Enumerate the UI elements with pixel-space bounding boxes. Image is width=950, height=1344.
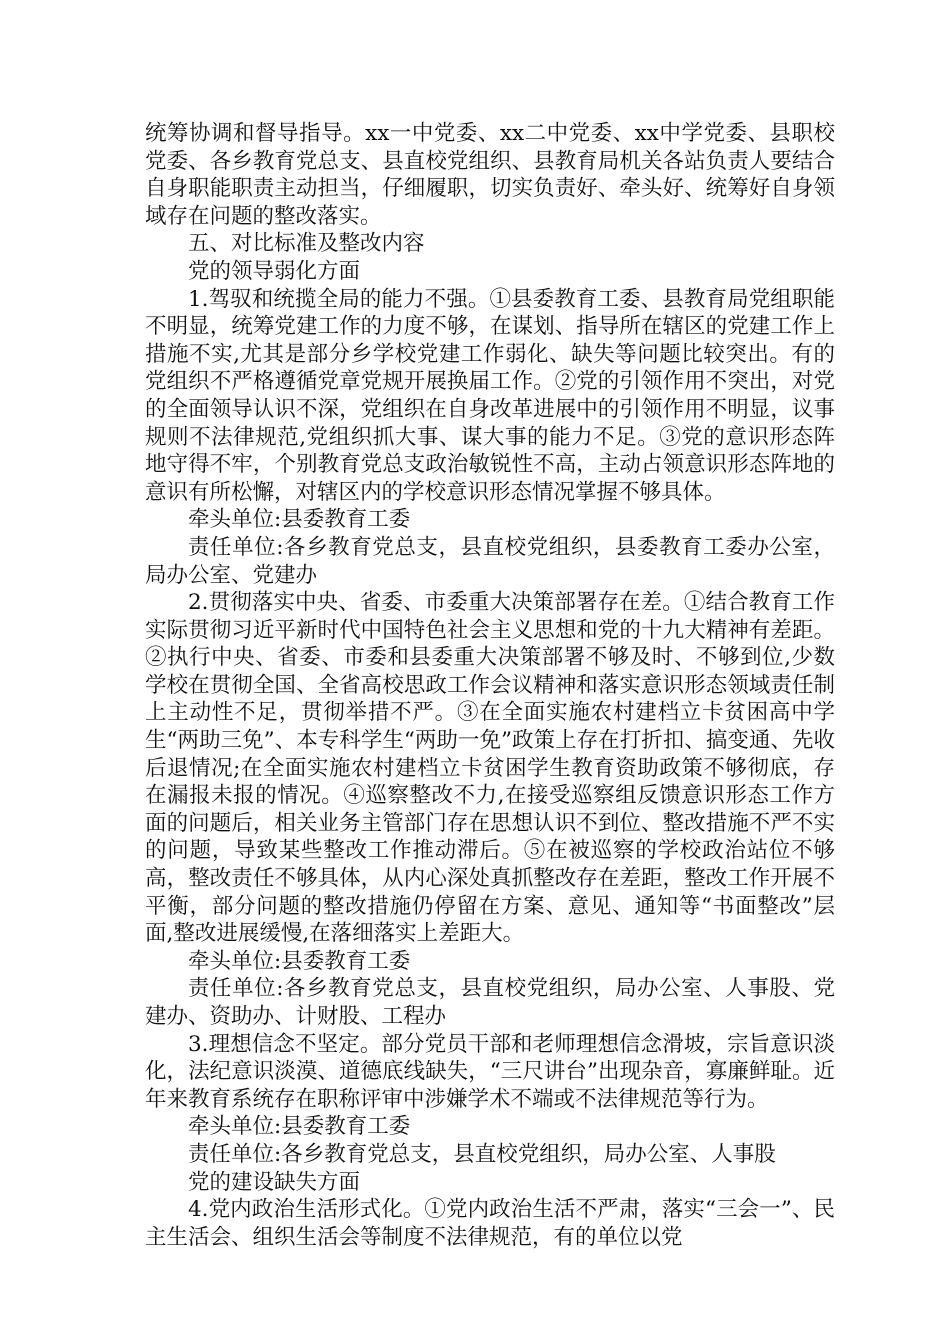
paragraph: 3.理想信念不坚定。部分党员干部和老师理想信念滑坡，宗旨意识淡化，法纪意识淡漠、道德底线缺失，“三尺讲台”出现杂音，寡廉鲜耻。近年来教育系统存在职称评审中涉嫌学术不端或不法律规范等行为。 [145, 1031, 835, 1112]
lead-unit-line: 牵头单位:县委教育工委 [188, 948, 411, 974]
section-heading: 五、对比标准及整改内容 [188, 231, 425, 257]
document-body [145, 120, 835, 1251]
responsible-unit-line: 责任单位:各乡教育党总支，县直校党组织，县委教育工委办公室，局办公室、党建办 [145, 534, 835, 588]
paragraph: 统筹协调和督导指导。xx一中党委、xx二中党委、xx中学党委、县职校党委、各乡教育党总支、县直校党组织、县教育局机关各站负责人要结合自身职能职责主动担当，仔细履职，切实负责好、牵头好、统筹好自身领域存在问题的整改落实。 [145, 121, 835, 229]
paragraph: 2.贯彻落实中央、省委、市委重大决策部署存在差。①结合教育工作实际贯彻习近平新时代中国特色社会主义思想和党的十九大精神有差距。②执行中央、省委、市委和县委重大决策部署不够及时、不够到位,少数学校在贯彻全国、全省高校思政工作会议精神和落实意识形态领域责任制上主动性不足，贯彻举措不严。③在全面实施农村建档立卡贫困高中学生“两助三免”、本专科学生“两助一免”政策上存在打折扣、搞变通、先收后退情况;在全面实施农村建档立卡贫困学生教育资助政策不够彻底，存在漏报未报的情况。④巡察整改不力,在接受巡察组反馈意识形态工作方面的问题后，相关业务主管部门存在思想认识不到位、整改措施不严不实的问题，导致某些整改工作推动滞后。⑤在被巡察的学校政治站位不够高，整改责任不够具体，从内心深处真抓整改存在差距，整改工作开展不平衡，部分问题的整改措施仍停留在方案、意见、通知等“书面整改”层面,整改进展缓慢,在落细落实上差距大。 [145, 590, 835, 947]
subsection-heading: 党的领导弱化方面 [188, 258, 361, 284]
paragraph: 1.驾驭和统揽全局的能力不强。①县委教育工委、县教育局党组职能不明显，统筹党建工作的力度不够，在谋划、指导所在辖区的党建工作上措施不实,尤其是部分乡学校党建工作弱化、缺失等问题比较突出。有的党组织不严格遵循党章党规开展换届工作。②党的引领作用不突出，对党的全面领导认识不深，党组织在自身改革进展中的引领作用不明显，议事规则不法律规范,党组织抓大事、谋大事的能力不足。③党的意识形态阵地守得不牢，个别教育党总支政治敏锐性不高，主动占领意识形态阵地的意识有所松懈，对辖区内的学校意识形态情况掌握不够具体。 [145, 286, 835, 505]
subsection-heading: 党的建设缺失方面 [188, 1169, 361, 1195]
paragraph: 4.党内政治生活形式化。①党内政治生活不严肃，落实“三会一”、民主生活会、组织生活会等制度不法律规范，有的单位以党 [145, 1197, 835, 1250]
lead-unit-line: 牵头单位:县委教育工委 [188, 507, 411, 533]
responsible-unit-line: 责任单位:各乡教育党总支，县直校党组织，局办公室、人事股 [188, 1141, 776, 1167]
lead-unit-line: 牵头单位:县委教育工委 [188, 1114, 411, 1140]
responsible-unit-line: 责任单位:各乡教育党总支，县直校党组织，局办公室、人事股、党建办、资助办、计财股、工程办 [145, 976, 835, 1029]
